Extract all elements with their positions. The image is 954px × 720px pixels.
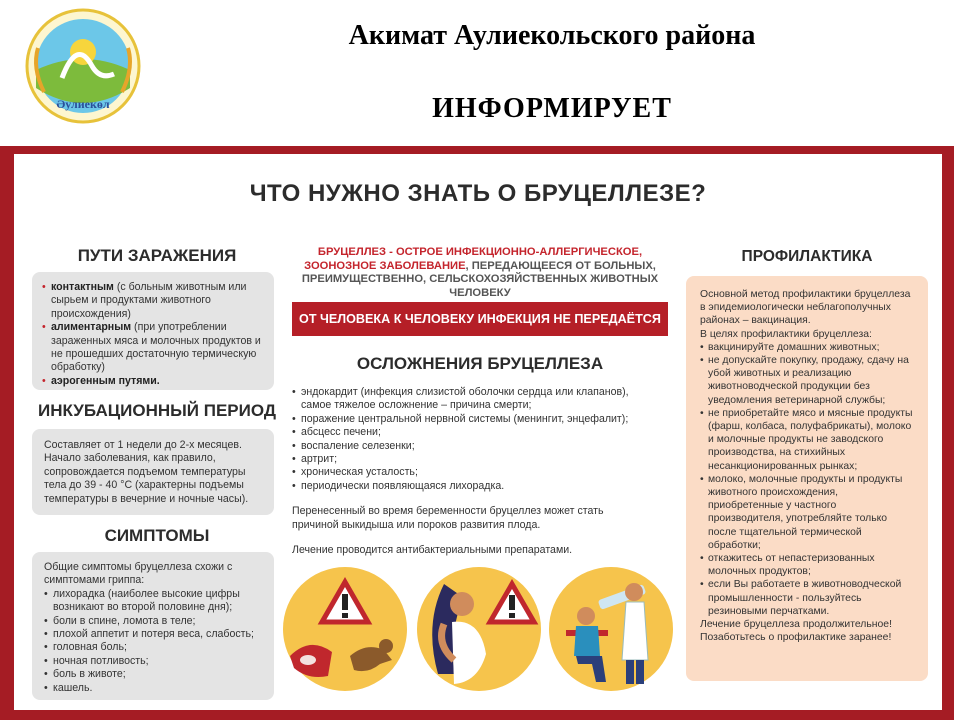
prevention-item: • вакцинируйте домашних животных; [700, 341, 914, 354]
poster-frame [0, 146, 954, 720]
logo-text: Әулиекөл [56, 97, 110, 111]
complication-item: • абсцесс печени; [292, 426, 652, 439]
district-logo [22, 8, 144, 124]
prevention-item: • молоко, молочные продукты и продукты животного происхождения, приобретенные у частного производителя, употребляйте только после тщательной термической обработки; [700, 473, 914, 552]
prevention-item: • откажитесь от непастеризованных молочных продуктов; [700, 552, 914, 578]
poster-title: ЧТО НУЖНО ЗНАТЬ О БРУЦЕЛЛЕЗЕ? [249, 180, 707, 207]
complications-heading: ОСЛОЖНЕНИЯ БРУЦЕЛЛЕЗА [356, 354, 604, 373]
pregnant-woman-illustration [414, 564, 544, 694]
infection-item: • аэрогенным путями. [42, 375, 264, 388]
infection-item: • контактным (с больным животным или сырьем и продуктами животного происхождения) [42, 281, 264, 321]
definition-highlight: БРУЦЕЛЛЕЗ - ОСТРОЕ ИНФЕКЦИОННО-АЛЛЕРГИЧЕСКОЕ, ЗООНОЗНОЕ ЗАБОЛЕВАНИЕ [304, 246, 643, 272]
prevention-item: • не допускайте покупку, продажу, сдачу на убой животных и реализацию животноводческой продукции без уведомления ветеринарной службы; [700, 354, 914, 407]
infection-box [32, 272, 274, 390]
poster-content [14, 154, 942, 710]
complication-item: • эндокардит (инфекция слизистой оболочки сердца или клапанов), самое тяжелое осложнение – причина смерти; [292, 386, 652, 413]
symptom-item: • ночная потливость; [44, 655, 262, 668]
incubation-box [32, 429, 274, 515]
pregnancy-note: Перенесенный во время беременности бруцеллез может стать причиной выкидыша или пороков развития плода. [292, 505, 604, 531]
prevention-outro-1: Лечение бруцеллеза продолжительное! [700, 619, 892, 631]
complications-list [292, 386, 652, 557]
treatment-note: Лечение проводится антибактериальными препаратами. [292, 544, 573, 557]
header-title: Акимат Аулиекольского района [348, 20, 756, 51]
complication-item: • хроническая усталость; [292, 466, 652, 479]
prevention-item: • не приобретайте мясо и мясные продукты (фарш, колбаса, полуфабрикаты), молоко и молочные продукты не заводского производства, на стихийных несанкционированных рынках; [700, 407, 914, 473]
transmission-banner: ОТ ЧЕЛОВЕКА К ЧЕЛОВЕКУ ИНФЕКЦИЯ НЕ ПЕРЕДАЁТСЯ [292, 302, 668, 336]
infection-heading: ПУТИ ЗАРАЖЕНИЯ [77, 246, 237, 265]
complication-item: • артрит; [292, 453, 652, 466]
complication-item: • поражение центральной нервной системы (менингит, энцефалит); [292, 413, 652, 426]
symptom-item: • лихорадка (наиболее высокие цифры возникают во второй половине дня); [44, 588, 262, 615]
symptom-item: • кашель. [44, 682, 262, 695]
symptoms-intro: Общие симптомы бруцеллеза схожи с симптомами гриппа: [44, 561, 233, 587]
prevention-item: • если Вы работаете в животноводческой промышленности - пользуйтесь резиновыми перчатками. [700, 578, 914, 618]
incubation-text: Составляет от 1 недели до 2-х месяцев. Начало заболевания, как правило, сопровождается подъемом температуры тела до 39 - 40 °С (характерны подъемы температуры в вечерние и ночные часы). [44, 439, 249, 505]
symptoms-box [32, 552, 274, 700]
disease-definition [290, 246, 670, 300]
prevention-intro: Основной метод профилактики бруцеллеза в эпидемиологически неблагополучных районах – вакцинация. [700, 289, 911, 327]
complication-item: • периодически появляющаяся лихорадка. [292, 480, 652, 493]
prevention-lead: В целях профилактики бруцеллеза: [700, 328, 872, 340]
header-subtitle: ИНФОРМИРУЕТ [432, 93, 672, 124]
symptom-item: • боль в животе; [44, 668, 262, 681]
definition-rest: , ПЕРЕДАЮЩЕЕСЯ ОТ БОЛЬНЫХ, ПРЕИМУЩЕСТВЕННО, СЕЛЬСКОХОЗЯЙСТВЕННЫХ ЖИВОТНЫХ ЧЕЛОВЕКУ [301, 259, 659, 299]
prevention-heading: ПРОФИЛАКТИКА [741, 248, 873, 265]
symptom-item: • боли в спине, ломота в теле; [44, 615, 262, 628]
prevention-box [686, 276, 928, 681]
meat-dog-illustration [280, 564, 410, 694]
incubation-heading: ИНКУБАЦИОННЫЙ ПЕРИОД [38, 401, 276, 420]
complication-item: • воспаление селезенки; [292, 440, 652, 453]
symptoms-heading: СИМПТОМЫ [104, 526, 210, 545]
symptom-item: • плохой аппетит и потеря веса, слабость; [44, 628, 262, 641]
infection-item: • алиментарным (при употреблении зараженных мяса и молочных продуктов и не прошедших достаточную термическую обработку) [42, 321, 264, 375]
vaccination-illustration [546, 564, 676, 694]
symptom-item: • головная боль; [44, 641, 262, 654]
prevention-outro-2: Позаботьтесь о профилактике заранее! [700, 632, 892, 644]
